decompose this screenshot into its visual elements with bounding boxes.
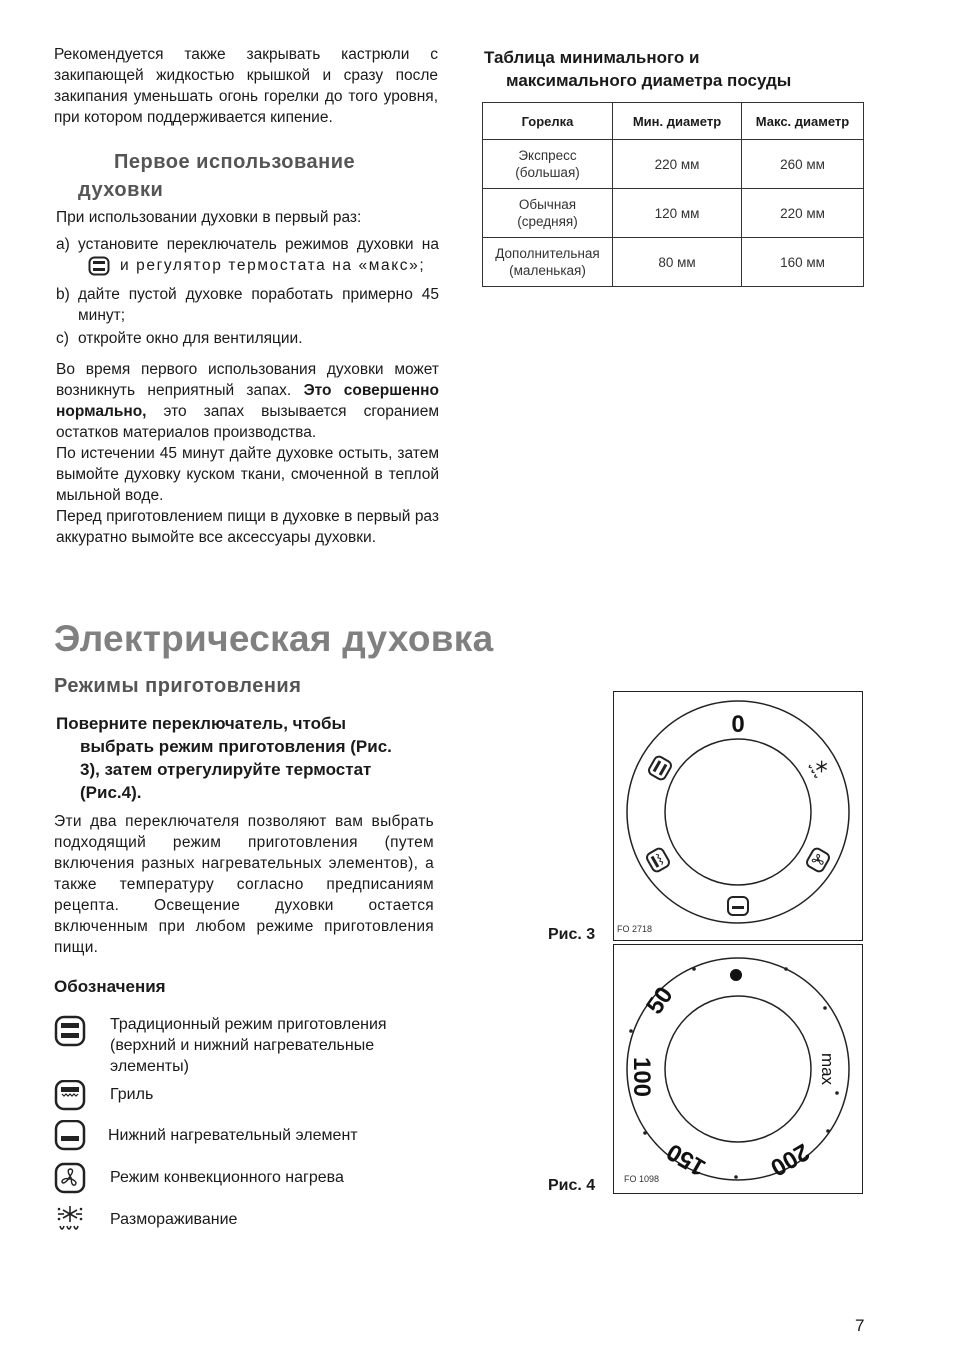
para1-text-b: это запах вызывается сгоранием остатков материалов производства.: [56, 403, 439, 441]
modes-heading: Режимы приготовления: [54, 675, 302, 697]
first-use-paragraph-1: [56, 359, 439, 443]
diameter-table: [482, 102, 864, 287]
table-title: [484, 46, 791, 92]
intro-paragraph: Рекомендуется также закрывать кастрюли с закипающей жидкостью крышкой и сразу после закипания уменьшать огонь горелки до того уровня, при котором поддерживается кипение.: [54, 46, 438, 126]
first-use-lead: При использовании духовки в первый раз:: [56, 209, 362, 226]
step-a-part2: и регулятор термостата на «макс»;: [120, 257, 426, 274]
first-use-heading: [78, 148, 418, 204]
step-b-text: дайте пустой духовке поработать примерно 45 минут;: [78, 286, 439, 324]
temperature-mark-150: 150: [662, 1137, 711, 1182]
legend-item: [50, 1162, 450, 1198]
first-use-section: [56, 207, 439, 548]
page-number: 7: [855, 1316, 865, 1335]
step-a-part1: установите переключатель режимов духовки на: [78, 236, 439, 253]
burner-size: (большая): [515, 165, 580, 180]
legend-text: Размораживание: [110, 1211, 238, 1228]
off-position-label: 0: [731, 711, 745, 738]
legend-text: Традиционный режим приготовления (верхний и нижний нагревательные элементы): [110, 1016, 387, 1075]
traditional-mode-icon: [647, 755, 673, 781]
legend-text: Нижний нагревательный элемент: [108, 1127, 358, 1144]
defrost-icon: [809, 757, 831, 778]
table-row: [483, 140, 864, 189]
column-header-burner: Горелка: [483, 103, 613, 140]
burner-name: Обычная: [518, 197, 577, 212]
burner-cell: [483, 140, 613, 189]
table-row: [483, 189, 864, 238]
list-marker: b): [56, 286, 70, 303]
figure-4-label: Рис. 4: [548, 1177, 596, 1194]
list-marker: a): [56, 236, 70, 253]
modes-instruction: [56, 712, 401, 804]
para1-bold: Это совершенно нормально,: [56, 382, 439, 420]
list-item: [56, 234, 439, 276]
burner-size: (средняя): [517, 214, 578, 229]
instruction-line1: Поверните переключатель, чтобы: [56, 714, 347, 733]
list-marker: c): [56, 330, 69, 347]
figure-4-thermostat-dial: [613, 944, 863, 1194]
burner-cell: [483, 238, 613, 287]
max-cell: 220 мм: [742, 189, 864, 238]
legend-text: Режим конвекционного нагрева: [110, 1169, 344, 1186]
step-c-text: откройте окно для вентиляции.: [78, 330, 303, 347]
figure-4-code: FO 1098: [624, 1174, 660, 1184]
table-header-row: [483, 103, 864, 140]
table-title-line2: максимального диаметра посуды: [506, 71, 792, 90]
first-use-steps: [56, 234, 439, 349]
defrost-icon: [50, 1204, 88, 1238]
convection-icon: [805, 847, 831, 873]
max-cell: 160 мм: [742, 238, 864, 287]
first-use-heading-line1: Первое использование: [114, 151, 356, 173]
bottom-heat-icon: [728, 897, 748, 915]
first-use-heading-line2: духовки: [78, 179, 164, 201]
column-header-max: Макс. диаметр: [742, 103, 864, 140]
burner-cell: [483, 189, 613, 238]
bottom-heat-icon: [50, 1120, 88, 1154]
min-cell: 120 мм: [613, 189, 742, 238]
oven-section-title: Электрическая духовка: [54, 618, 494, 659]
grill-icon: [645, 847, 671, 873]
first-use-paragraph-2: По истечении 45 минут дайте духовке остыть, затем вымойте духовку куском ткани, смоченной в теплой мыльной воде.: [56, 445, 439, 504]
traditional-mode-icon: [88, 256, 110, 276]
column-header-min: Мин. диаметр: [613, 103, 742, 140]
legend-item: [50, 1204, 450, 1240]
min-cell: 80 мм: [613, 238, 742, 287]
temperature-mark-max: max: [818, 1052, 837, 1086]
legend-item: [50, 1014, 450, 1080]
table-title-line1: Таблица минимального и: [484, 48, 700, 67]
list-item: [56, 328, 439, 349]
thermostat-off-dot: [730, 969, 742, 981]
temperature-mark-200: 200: [765, 1137, 814, 1182]
burner-size: (маленькая): [509, 263, 586, 278]
figure-3-mode-dial: [613, 691, 863, 941]
table-row: [483, 238, 864, 287]
grill-icon: [50, 1080, 88, 1114]
burner-name: Дополнительная: [495, 246, 600, 261]
temperature-mark-50: 50: [641, 982, 679, 1020]
thermostat-dial-drawing: [614, 945, 862, 1193]
first-use-paragraph-3: Перед приготовлением пищи в духовке в первый раз аккуратно вымойте все аксессуары духовки.: [56, 508, 439, 546]
convection-icon: [50, 1162, 88, 1196]
legend-item: [50, 1080, 450, 1116]
max-cell: 260 мм: [742, 140, 864, 189]
mode-dial-drawing: [614, 692, 862, 940]
temperature-mark-100: 100: [628, 1056, 655, 1098]
figure-3-label: Рис. 3: [548, 926, 596, 943]
para1-text-a: Во время первого использования духовки может возникнуть неприятный запах.: [56, 361, 439, 399]
legend-heading: Обозначения: [54, 977, 166, 996]
instruction-rest: выбрать режим приготовления (Рис. 3), затем отрегулируйте термостат (Рис.4).: [80, 737, 392, 802]
list-item: [56, 284, 439, 326]
modes-description: Эти два переключателя позволяют вам выбрать подходящий режим приготовления (путем включения разных нагревательных элементов), а также температуру согласно предписаниям рецепта. Освещение духовки остается включенным при любом режиме приготовления пищи.: [54, 813, 434, 956]
burner-name: Экспресс: [518, 148, 577, 163]
figure-3-code: FO 2718: [617, 924, 653, 934]
min-cell: 220 мм: [613, 140, 742, 189]
legend-item: [50, 1120, 450, 1156]
legend-text: Гриль: [110, 1086, 154, 1103]
traditional-mode-icon: [50, 1014, 88, 1048]
